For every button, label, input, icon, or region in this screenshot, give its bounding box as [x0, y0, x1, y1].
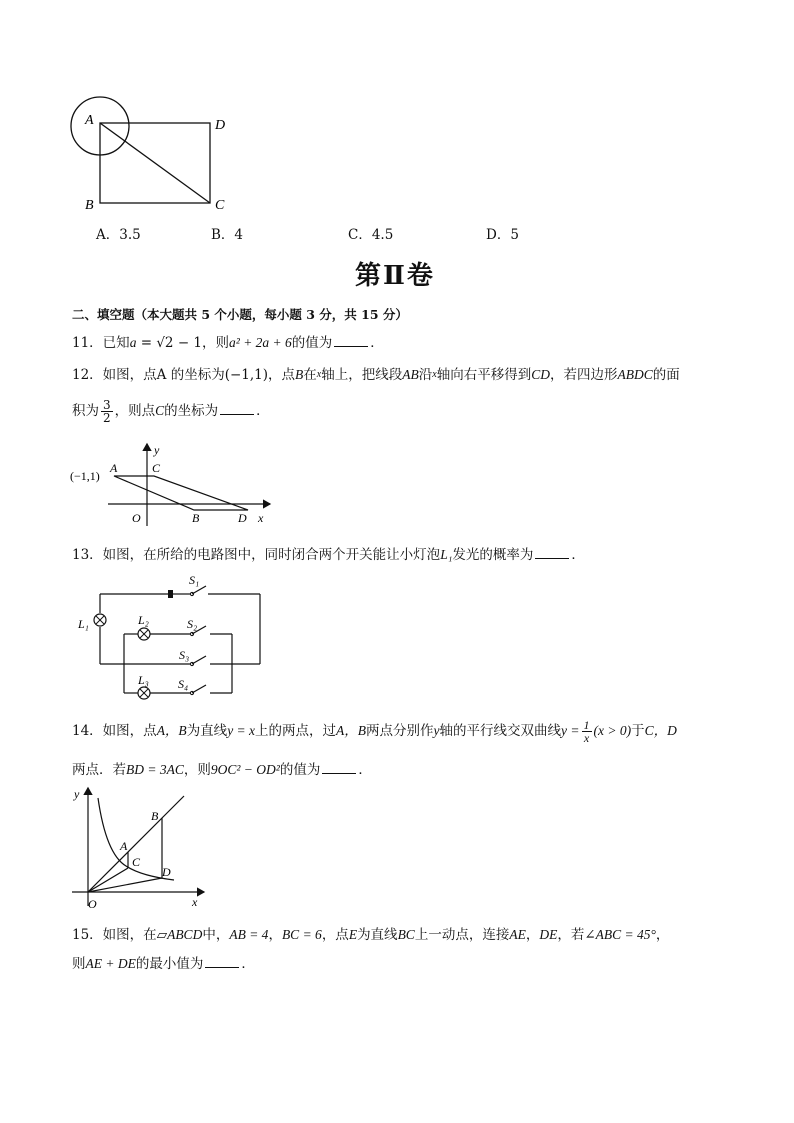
q15-var-e: E: [348, 927, 358, 942]
circuit-figure: [72, 568, 272, 703]
q15-ae: AE: [509, 927, 526, 942]
question-12-line1: [72, 366, 680, 384]
option-b: B．4: [211, 227, 244, 243]
q12-var-cd: CD: [531, 367, 550, 382]
q14-text: 为直线: [186, 723, 228, 739]
q11-end: ．: [370, 335, 384, 351]
q15-text: 中，: [202, 927, 230, 943]
q12-text: 轴上，把线段: [321, 367, 403, 383]
label-a: A: [85, 113, 94, 128]
q12-text: ，若四边形: [549, 367, 618, 383]
q12-text: 的面: [652, 367, 680, 383]
q15-para: ▱ABCD: [156, 927, 203, 942]
q11-eq: = √2 − 1: [136, 335, 203, 351]
q12-var-abdc: ABDC: [617, 367, 653, 382]
q12-var-x: x: [432, 369, 437, 380]
question-14-line2: [72, 761, 372, 779]
q14-curve-y: y =: [561, 723, 580, 738]
label-o: O: [132, 511, 141, 525]
q12-text: 沿: [418, 367, 433, 383]
q14-text: 的值为: [279, 762, 321, 778]
q14-text: 轴的平行线交双曲线: [439, 723, 562, 739]
label-l1: L₁: [78, 617, 89, 631]
answer-blank[interactable]: [334, 334, 368, 347]
q12-text: ．: [256, 403, 270, 419]
question-15-line2: [72, 955, 255, 973]
label-o: O: [88, 897, 97, 911]
q12-var-c: C: [155, 403, 165, 418]
q14-cond2: BD = 3AC: [126, 762, 184, 777]
option-c: C．4.5: [348, 227, 394, 243]
q11-expr: a² + 2a + 6: [229, 335, 292, 350]
label-x: x: [192, 895, 198, 909]
label-s3: S₃: [179, 648, 190, 662]
hyperbola-figure: [66, 784, 211, 912]
q14-fraction: [582, 719, 592, 744]
q14-line-eq: y = x: [227, 723, 256, 738]
q15-text: ，: [525, 927, 540, 943]
q12-fraction: [101, 399, 113, 424]
q15-text: ．: [241, 956, 255, 972]
q13-var-l1: L₁: [440, 547, 453, 562]
q15-bc-line: BC: [397, 927, 415, 942]
q14-text: 两点分别作: [366, 723, 434, 739]
label-y: y: [74, 787, 80, 801]
q12-text: ，则点: [114, 403, 156, 419]
parallelogram-abdc: [114, 476, 248, 510]
q14-text: 两点．若: [72, 762, 126, 778]
question-11: [72, 334, 384, 352]
q14-text: 14．如图，点: [72, 723, 157, 739]
answer-blank[interactable]: [535, 546, 569, 559]
q12-text: 12．如图，点A 的坐标为: [72, 367, 225, 383]
answer-blank[interactable]: [205, 955, 239, 968]
q15-angle: ∠ABC = 45°: [584, 927, 656, 942]
option-a: A．3.5: [96, 227, 141, 243]
frac-num: 3: [103, 398, 111, 412]
label-s4: S₄: [178, 677, 189, 691]
q12-text: ，点: [268, 367, 296, 383]
label-b: B: [151, 809, 159, 823]
label-c: C: [152, 461, 161, 475]
q15-text: 则: [72, 956, 86, 972]
label-x: x: [258, 511, 264, 525]
q14-cond: (x > 0): [593, 723, 632, 738]
q14-var-ab: A，B: [156, 723, 187, 738]
q12-text: 轴向右平移得到: [436, 367, 532, 383]
frac-den: x: [583, 731, 590, 745]
frac-num: 1: [583, 718, 590, 732]
label-a: A: [110, 461, 118, 475]
q14-var-cd: C，D: [644, 723, 677, 738]
label-d: D: [238, 511, 247, 525]
q15-de: DE: [539, 927, 558, 942]
q11-suffix: 的值为: [291, 335, 333, 351]
label-l2: L₂: [138, 613, 149, 627]
q14-text: 于: [631, 723, 645, 739]
question-14-line1: [72, 716, 677, 746]
q15-text: 为直线: [357, 927, 398, 943]
q15-text: ，: [655, 927, 670, 943]
label-c: C: [215, 198, 225, 213]
label-b: B: [85, 198, 94, 213]
answer-blank[interactable]: [322, 761, 356, 774]
q12-var-b: B: [295, 367, 304, 382]
q15-ab: AB = 4: [229, 927, 269, 942]
label-d: D: [162, 865, 171, 879]
label-b: B: [192, 511, 200, 525]
q14-expr: 9OC² − OD²: [210, 762, 280, 777]
q15-expr: AE + DE: [85, 956, 136, 971]
q12-text: 在: [303, 367, 317, 383]
q14-var-y: y: [433, 723, 440, 738]
q15-text: ，点: [321, 927, 349, 943]
q12-text: 的坐标为: [164, 403, 219, 419]
q13-text: 13．如图，在所给的电路图中，同时闭合两个开关能让小灯泡: [72, 547, 441, 563]
q12-text: 积为: [72, 403, 99, 419]
q14-var-ab: A，B: [336, 723, 367, 738]
section-title: 第Ⅱ卷: [355, 261, 435, 291]
q12-point-a: (−1,1): [224, 367, 269, 383]
label-c: C: [132, 855, 141, 869]
rectangle-circle-figure: [60, 90, 240, 220]
q14-text: ，则: [183, 762, 211, 778]
q11-var-a: a: [129, 335, 137, 350]
question-15-line1: [72, 926, 669, 944]
label-point-a-coords: (−1,1): [70, 469, 100, 483]
q11-prefix: 11．已知: [72, 335, 130, 351]
part2-header: 二、填空题（本大题共 5 个小题，每小题 3 分，共 15 分）: [72, 307, 408, 322]
q12-var-x: x: [316, 369, 322, 380]
frac-den: 2: [103, 411, 111, 425]
q15-text: 15．如图，在: [72, 927, 157, 943]
question-13: [72, 546, 585, 564]
q13-text: ．: [571, 547, 585, 563]
label-l3: L₃: [138, 673, 149, 687]
answer-blank[interactable]: [220, 402, 254, 415]
option-d: D．5: [486, 227, 519, 243]
q14-text: 上的两点，过: [255, 723, 337, 739]
label-d: D: [215, 118, 226, 133]
q15-text: 上一动点，连接: [414, 927, 510, 943]
coordinate-figure-q12: [68, 440, 278, 530]
q14-text: ．: [358, 762, 372, 778]
label-s2: S₂: [187, 617, 198, 631]
q12-var-ab: AB: [402, 367, 419, 382]
label-y: y: [154, 443, 160, 457]
q11-mid: ，则: [202, 335, 230, 351]
diagonal-ac: [100, 123, 210, 203]
label-s1: S₁: [189, 573, 200, 587]
q13-text: 发光的概率为: [452, 547, 534, 563]
q15-text: ，: [268, 927, 282, 943]
q15-text: ，若: [557, 927, 585, 943]
q15-text: 的最小值为: [135, 956, 204, 972]
q15-bc: BC = 6: [281, 927, 322, 942]
question-12-line2: [72, 397, 270, 425]
label-a: A: [120, 839, 128, 853]
